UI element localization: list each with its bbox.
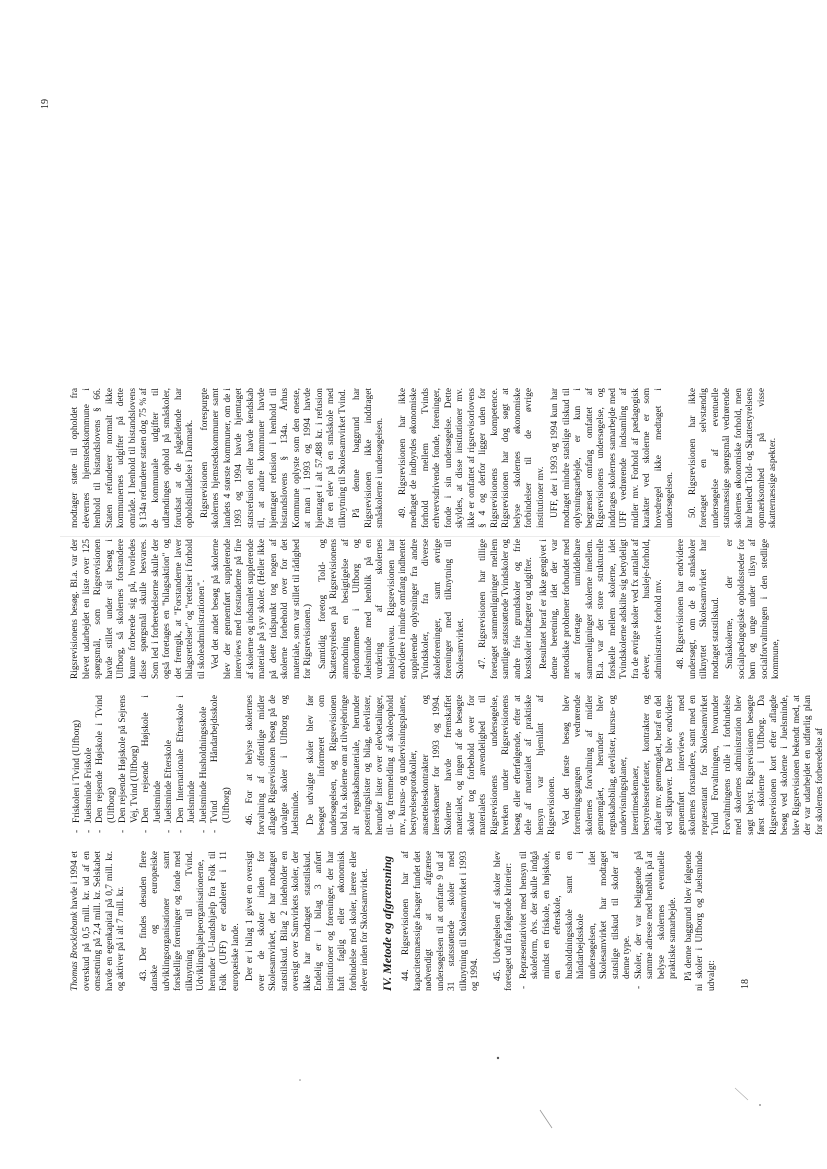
scan-scratch: [540, 1110, 552, 1128]
paragraph-text: På denne baggrund blev følgende ni skoler i Ulfborg og Juelsminde udvalgt:: [683, 851, 717, 991]
list-item: - Den Internationale Efterskole i Juelsminde: [176, 695, 199, 835]
paragraph-text: Rigsrevisionen forespurgte skolernes hjemstedskommuner samt landets 4 største kommuner, om de i 1993 og 1994 havde hjemtaget statsrefusion eller havde kendskab til, at andre kommuner havde hjemtaget refusion i henhold til bistandslovens § 134a. Århus Kommune oplyste som den eneste, at man i 1993 og 1994 havde hjemtaget i alt 57.488 kr. i refusion for en elev på en småskole med tilknytning til Skolesamvirket Tvind.: [199, 388, 348, 528]
section-heading: IV. Metode og afgrænsning: [379, 855, 394, 991]
paragraph-lead: Thomas Brocklebank: [70, 911, 80, 991]
paragraph-text: Rigsrevisionens besøg. Bl.a. var der blevet udarbejdet en liste over 125 spørgsmål, som Rigsrevisionen havde stillet under sit besøg i Ulfborg, så skolernes forstandere kunne forberede sig på, hvorledes disse spørgsmål skulle besvares. Som led i forberedelserne skulle der også foretages en "bilagsaktion" og det fremgik, at "Forstanderne laver bilagsrettelser" og "rettelser i forhold til skoleadministrationen".: [70, 539, 207, 679]
paragraph-text: På denne baggrund har Rigsrevisionen ikke inddraget småskolerne i undersøgelsen.: [352, 388, 385, 528]
paragraph-text: Småskolerne, der er socialpædagogiske opholdssteder for børn og unge under tilsyn af socialforvaltningen i den stedlige kommune,: [725, 539, 781, 679]
paragraph-text: 45. Udvælgelsen af skoler blev foretaget ud fra følgende kriterier:: [492, 851, 514, 991]
list-item: - Juelsminde Efterskole: [164, 695, 176, 835]
paragraph-text: havde i 1994 et overskud på 0,5 mill. kr. ud af en omsætning på 2,4 mill. kr. Selskabet havde en egenkapital på 0,7 mill. kr. og aktiver på i alt 7 mill. kr.: [70, 851, 126, 991]
scan-speck: [497, 1057, 499, 1059]
paragraph-text: Samtidig foretog Told- og Skattestyrelsen på Rigsrevisionens anmodning en besigtigelse af ejendommene i Ulfborg og Juelsminde med henblik på en vurdering af skolernes huslejeniveau. Rigsrevisionen har endvidere i mindre omfang indhentet supplerende oplysninger fra andre Tvindskoler, fra diverse skoleforeninger, samt øvrige foreninger med tilknytning til Skolesamvirket.: [317, 539, 466, 679]
paragraph-text: 46. For at belyse skolernes forvaltning af offentlige midler aflagde Rigsrevisionen besøg på de udvalgte skoler i Ulfborg og Juelsminde.: [245, 695, 301, 835]
scan-speck: [299, 1079, 301, 1081]
paragraph-text: Der er i bilag 1 givet en oversigt over de skoler inden for Skolesamvirket, der har modtaget statstilskud. Bilag 2 indeholder en oversigt over Samvirkets skoler, der ikke har modtaget statstilskud. Endelig er i bilag 3 anført institutioner og foreninger, der har haft faglig eller økonomisk forbindelse med skoler, lærere eller elever inden for Skolesamvirket.: [245, 851, 370, 991]
paragraph-text: Resultatet heraf er ikke gengivet i denne beretning, idet der var metodiske problemer forbundet med at foretage umiddelbare sammenligninger skolerne imellem. Bl.a. var der store strukturelle forskelle mellem skolerne, idet Tvindskolerne adskilte sig betydeligt fra de øvrige skoler ved fx antallet af elever, husleje-forhold, administrative forhold mv.: [538, 539, 664, 679]
right-page-number: 19: [40, 99, 51, 109]
paragraph-text: De udvalgte skoler blev før besøget informeret om undersøgelsen, og Rigsrevisionen bad bl.a. skolerne om at tilvejebringe alt regnskabsmateriale, herunder posteringslister og bilag, elevlister, herunder lister over elevbetalinger, til- og fremmelding af skoleophold mv., kursus- og undervisningsplaner, bestyrelsesprotokoller, ansættelseskontrakter og lærerskemaer for 1993 og 1994. Skolerne havde fremskaffet materialet, og ingen af de besøgte skoler tog forbehold over for materialets anvendelighed til Rigsrevisionens undersøgelse, hverken under Rigsrevisionens besøg eller efterfølgende, efter at dele af materialet af praktiske hensyn var hjemlånt af Rigsrevisionen.: [305, 695, 557, 835]
list-item: - Juelsminde Husholdningsskole: [199, 695, 211, 835]
scan-scratch: [735, 1088, 748, 1100]
paragraph-text: modtager støtte til opholdet fra elevernes hjemstedskommune i henhold til bistandslovens § 66. Staten refunderer normalt ikke kommunernes udgifter på dette område. I henhold til bistandslovens § 134a refunderer staten dog 75 % af de kommunale udgifter til udlændinges ophold på småskoler, forudsat at de pågældende har opholdstilladelse i Danmark.: [70, 388, 195, 528]
paragraph-text: 44. Rigsrevisionen har af kapacitetsmæssige årsager fundet det nødvendigt at afgrænse undersøgelsen til at omfatte 9 ud af 31 statsstøttede skoler med tilknytning til Skolesamvirket i 1993 og 1994.: [401, 851, 480, 991]
list-item: - Juelsminde Friskole: [84, 695, 96, 835]
list-item: - Skoler, der var beliggende på samme adresse med henblik på at belyse skolernes eventuelle praktiske samarbejde.: [634, 851, 680, 991]
list-item: - Tvind Håndarbejdsskole (Ulfborg): [210, 695, 233, 835]
list-item: - Den rejsende Højskole i Juelsminde: [141, 695, 164, 835]
list-item: - Den rejsende Højskole på Sejrens Vej, Tvind (Ulfborg): [118, 695, 141, 835]
paragraph-text: 47. Rigsrevisionen har tillige foretaget sammenligninger mellem samtlige statsstøttede Tvindskoler og andre frie grundskoler og frie kostskoler indtægter og udgifter.: [478, 539, 534, 679]
left-page-number: 18: [740, 979, 751, 989]
paragraph-text: Ved det første besøg blev forretningsgangen vedrørende skolernes forvaltning af midler gennemgået, herunder blev regnskabsbilag, elevlister, kursus- og undervisningsplaner, lærertimeskemaer, bestyrelsesreferater, kontrakter og aftaler mv. gennemgået, heraf en del ved stikprøver. Der blev endvidere gennemført interviews med skolernes forstandere, samt med en repræsentant for Skolesamvirket Tvind Forvaltningen, hvorunder Forvaltningens rolle i forbindelse med skolernes administration blev søgt belyst. Rigsrevisionen besøgte først skolerne i Ulfborg. Da Rigsrevisionen kort efter aflagde besøg ved skolerne i Juelsminde, blev Rigsrevisionen bekendt med, at der var udarbejdet en udførlig plan for skolernes forberedelse af: [561, 695, 825, 835]
paragraph-text: 43. Der findes desuden flere danske og europæiske udviklingsorganisationer samt forskellige foreninger og fonde med tilknytning til Tvind. Udviklingshjælpeorganisationerne, herunder U-landshjælp fra Folk til Folk (UFF) er etableret i 11 europæiske lande.: [138, 851, 241, 991]
scan-speck: [759, 1104, 761, 1106]
paragraph-text: UFF, der i 1993 og 1994 kun har modtaget mindre statslige tilskud til oplysningsarbejde, er kun i begrænset omfang omfattet af Rigsrevisionens undersøgelse, og inddrages skolernes samarbejde med UFF vedrørende indsamling af midler mv. Forhold af pædagogisk karakter ved skolerne er som hovedregel ikke medtaget i undersøgelsen.: [550, 388, 675, 528]
list-item: - Friskolen i Tvind (Ulfborg): [72, 695, 84, 835]
paragraph-text: Ved det andet besøg på skolerne blev der gennemført supplerende interviews med forstanderne på fire af skolerne og indsamlet supplerende materiale på syv skoler. (Heller ikke på dette tidspunkt tog nogen af skolerne forbehold over for det materiale, som var stillet til rådighed for Rigsrevisionen.): [211, 539, 313, 679]
paragraph-text: 48. Rigsrevisionen har endvidere undersøgt, om de 8 småskoler tilknyttet Skolesamvirket har modtaget statstilskud.: [676, 539, 721, 679]
list-item: - Den rejsende Højskole i Tvind (Ulfborg): [95, 695, 118, 835]
list-item: - Repræsentativitet med hensyn til skoleform, dvs. der skulle indgå mindst en friskole, en højskole, en efterskole, en husholdningsskole samt en håndarbejdsskole i undersøgelsen, idet Skolesamvirket har modtaget statslige tilskud til skoler af denne type.: [519, 851, 634, 991]
paragraph-text: 50. Rigsrevisionen har ikke foretaget en selvstændig undersøgelse af eventuelle statsmæssige spørgsmål vedrørende skolernes økonomiske forhold, men har henledt Told- og Skattestyrelsens opmærksomhed på visse skatternæssige aspekter.: [687, 388, 778, 528]
paragraph-text: 49. Rigsrevisionen har ikke medtaget de indbyrdes økonomiske forhold mellem Tvinds erhvervsdrivende fonde, foreninger, fonde i sin undersøgelse. Dette skyldes, at disse institutioner mv. ikke er omfattet af rigsrevisorlovens § 4 og derfor ligger uden for Rigsrevisionens kompetence. Rigsrevisionen har dog søgt at belyse skolernes økonomiske forbindelser til de øvrige institutioner mv.: [397, 388, 546, 528]
